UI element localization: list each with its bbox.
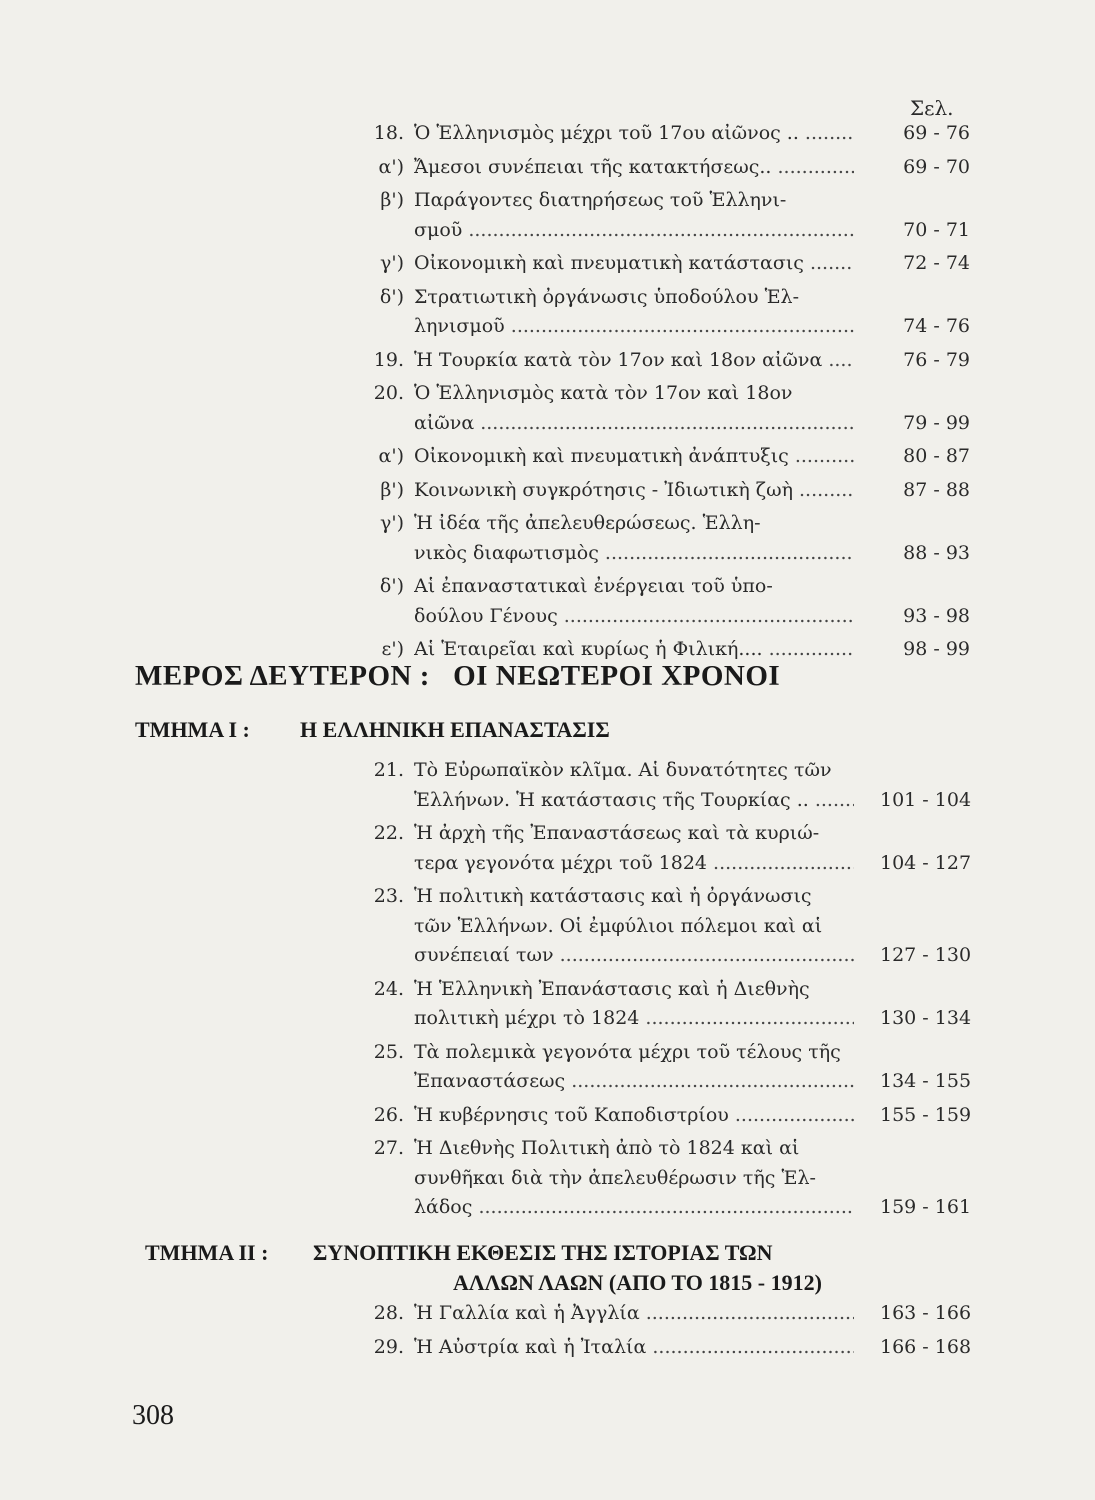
section2-title-line1: ΣΥΝΟΠΤΙΚΗ ΕΚΘΕΣΙΣ ΤΗΣ ΙΣΤΟΡΙΑΣ ΤΩΝ [313, 1240, 773, 1265]
toc-entry-title-line: Ὁ Ἑλληνισμὸς μέχρι τοῦ 17ου αἰῶνος .. ..... [414, 120, 854, 146]
toc-entry-title-line: Ἑλλήνων. Ἡ κατάστασις τῆς Τουρκίας .. ..... [414, 787, 854, 813]
toc-entry-number: 28. [373, 1302, 404, 1324]
toc-entry-title-line: νικὸς διαφωτισμὸς ..... [414, 540, 854, 566]
toc-entry-pages: 72 - 74 [903, 252, 970, 274]
toc-entry-title-line: Κοινωνικὴ συγκρότησις - Ἰδιωτικὴ ζωὴ ..... [414, 477, 854, 503]
toc-entry-number: β') [380, 189, 404, 211]
toc-entry-title-line: Στρατιωτικὴ ὀργάνωσις ὑποδούλου Ἑλ- [414, 285, 800, 308]
toc-entry-pages: 127 - 130 [880, 944, 972, 966]
toc-entry-title-line: Αἱ Ἑταιρεῖαι καὶ κυρίως ἡ Φιλική.... ..... [414, 636, 854, 662]
toc-entry-pages: 87 - 88 [903, 478, 970, 501]
toc-entry-pages: 104 - 127 [880, 851, 972, 874]
toc-entry-number: γ') [380, 252, 404, 274]
toc-entry-number: 24. [373, 977, 404, 1000]
toc-entry-title-line: Ἡ ἰδέα τῆς ἀπελευθερώσεως. Ἑλλη- [414, 512, 761, 534]
toc-entry-number: 23. [373, 885, 404, 907]
toc-entry-pages: 79 - 99 [903, 411, 970, 434]
section1-label: ΤΜΗΜΑ Ι : [135, 717, 250, 742]
toc-entry-pages: 166 - 168 [880, 1335, 972, 1358]
toc-entry-number: γ') [380, 512, 404, 534]
toc-entry-title-line: Ἡ Ἑλληνικὴ Ἐπανάστασις καὶ ἡ Διεθνὴς [414, 977, 810, 1000]
toc-entry-pages: 74 - 76 [903, 315, 970, 337]
toc-entry-number: 22. [373, 822, 404, 844]
toc-entry-title-line: Ἡ Γαλλία καὶ ἡ Ἀγγλία ..... [414, 1300, 854, 1326]
toc-entry-pages: 130 - 134 [880, 1007, 972, 1029]
toc-entry-title-line: Ἐπαναστάσεως ..... [414, 1068, 854, 1094]
toc-entry-title-line: δούλου Γένους ..... [414, 603, 854, 629]
toc-entry-number: β') [380, 478, 404, 501]
toc-entry-number: 29. [373, 1335, 404, 1358]
toc-entry-title-line: Ἄμεσοι συνέπειαι τῆς κατακτήσεως.. ..... [414, 154, 854, 180]
toc-entry-title-line: Ἡ πολιτικὴ κατάστασις καὶ ἡ ὀργάνωσις [414, 885, 812, 907]
toc-entry-title-line: Οἰκονομικὴ καὶ πνευματικὴ κατάστασις ..... [414, 250, 854, 276]
toc-entry-pages: 98 - 99 [903, 638, 970, 660]
toc-entry-number: ε') [381, 638, 404, 660]
part-heading: ΜΕΡΟΣ ΔΕΥΤΕΡΟΝ : ΟΙ ΝΕΩΤΕΡΟΙ ΧΡΟΝΟΙ [135, 660, 781, 692]
toc-entry-number: α') [378, 155, 404, 178]
toc-entry-title-line: Τὸ Εὐρωπαϊκὸν κλῖμα. Αἱ δυνατότητες τῶν [414, 759, 832, 781]
section2-title-line2: ΑΛΛΩΝ ΛΑΩΝ (ΑΠΟ ΤΟ 1815 - 1912) [453, 1270, 822, 1295]
page-column-header: Σελ. [910, 96, 954, 120]
toc-entry-title-line: Ἡ Τουρκία κατὰ τὸν 17ον καὶ 18ον αἰῶνα ..... [414, 347, 854, 373]
page-number: 308 [132, 1400, 174, 1431]
toc-entry-title-line: συνθῆκαι διὰ τὴν ἀπελευθέρωσιν τῆς Ἑλ- [414, 1166, 816, 1189]
toc-entry-pages: 88 - 93 [903, 541, 970, 564]
toc-entry-pages: 101 - 104 [880, 788, 972, 811]
toc-entry-pages: 80 - 87 [903, 445, 970, 467]
toc-entry-number: 18. [373, 122, 404, 144]
toc-entry-pages: 155 - 159 [880, 1103, 972, 1126]
toc-entry-title-line: πολιτικὴ μέχρι τὸ 1824 ..... [414, 1005, 854, 1031]
toc-entry-title-line: Ἡ ἀρχὴ τῆς Ἐπαναστάσεως καὶ τὰ κυριώ- [414, 822, 820, 844]
toc-entry-title-line: Ἡ κυβέρνησις τοῦ Καποδιστρίου ..... [414, 1102, 854, 1128]
toc-entry-pages: 159 - 161 [880, 1196, 972, 1218]
toc-entry-number: α') [378, 445, 404, 467]
toc-entry-number: 21. [373, 759, 404, 781]
toc-entry-title-line: Ἡ Αὐστρία καὶ ἡ Ἰταλία ..... [414, 1334, 854, 1360]
toc-entry-number: δ') [379, 575, 404, 597]
toc-entry-pages: 69 - 76 [903, 122, 970, 144]
toc-entry-title-line: Οἰκονομικὴ καὶ πνευματικὴ ἀνάπτυξις ..... [414, 443, 854, 469]
toc-entry-title-line: λάδος ..... [414, 1194, 854, 1220]
toc-entry-pages: 134 - 155 [880, 1070, 972, 1092]
toc-entry-number: δ') [379, 285, 404, 308]
toc-entry-title-line: Τὰ πολεμικὰ γεγονότα μέχρι τοῦ τέλους τῆς [414, 1040, 841, 1063]
toc-entry-title-line: αἰῶνα ..... [414, 410, 854, 436]
toc-entry-title-line: Αἱ ἐπαναστατικαὶ ἐνέργειαι τοῦ ὑπο- [414, 575, 773, 597]
toc-entry-pages: 76 - 79 [903, 348, 970, 371]
toc-entry-title-line: τῶν Ἑλλήνων. Οἱ ἐμφύλιοι πόλεμοι καὶ αἱ [414, 914, 823, 937]
toc-entry-pages: 163 - 166 [880, 1302, 972, 1324]
toc-entry-number: 27. [373, 1137, 404, 1159]
section1-title: Η ΕΛΛΗΝΙΚΗ ΕΠΑΝΑΣΤΑΣΙΣ [300, 717, 610, 742]
toc-entry-number: 26. [373, 1103, 404, 1126]
toc-entry-pages: 69 - 70 [903, 155, 970, 178]
toc-entry-title-line: Ὁ Ἑλληνισμὸς κατὰ τὸν 17ον καὶ 18ον [414, 382, 793, 404]
toc-entry-title-line: τερα γεγονότα μέχρι τοῦ 1824 ..... [414, 850, 854, 876]
toc-entry-title-line: ληνισμοῦ ..... [414, 313, 854, 339]
section2-label: ΤΜΗΜΑ ΙΙ : [145, 1240, 269, 1265]
toc-entry-pages: 70 - 71 [903, 218, 970, 241]
toc-entry-number: 20. [373, 382, 404, 404]
toc-entry-number: 25. [373, 1040, 404, 1063]
toc-entry-title-line: σμοῦ ..... [414, 217, 854, 243]
toc-entry-title-line: συνέπειαί των ..... [414, 942, 854, 968]
toc-entry-title-line: Ἡ Διεθνὴς Πολιτικὴ ἀπὸ τὸ 1824 καὶ αἱ [414, 1137, 800, 1159]
toc-entry-number: 19. [373, 348, 404, 371]
toc-entry-pages: 93 - 98 [903, 604, 970, 627]
toc-entry-title-line: Παράγοντες διατηρήσεως τοῦ Ἑλληνι- [414, 189, 787, 211]
